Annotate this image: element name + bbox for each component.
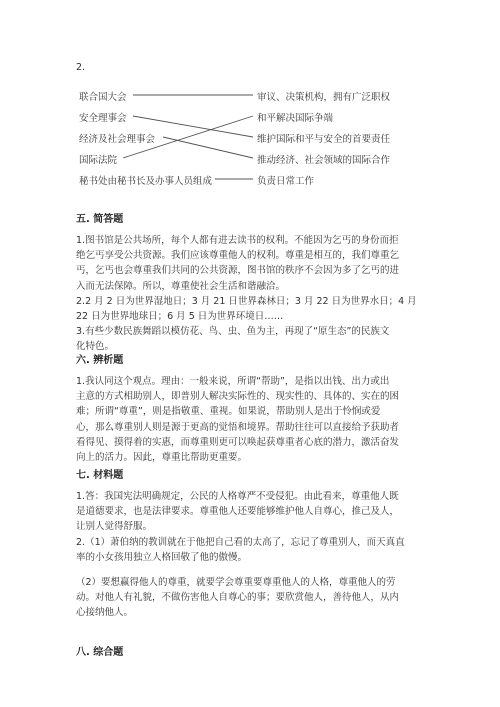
text-line: 1.答：我国宪法明确规定，公民的人格尊严不受侵犯。由此看来，尊重他人既 (76, 491, 399, 502)
text-line: （2）要想赢得他人的尊重，就要学会尊重要尊重他人的人格，尊重他人的劳 (76, 577, 396, 588)
section-title-material: 七. 材料题 (76, 470, 124, 481)
text-line: 是道德要求，也是法律要求。尊重他人还要能够维护他人自尊心，推己及人， (76, 506, 400, 518)
left-item-secretariat: 秘书处由秘书长及办事人员组成 (79, 176, 213, 187)
text-line: 难；所谓“尊重”，则是指敬重、重视。如果说，帮助别人是出于怜悯或爱 (76, 406, 381, 418)
text-line: 3.有些少数民族舞蹈以模仿花、鸟、虫、鱼为主，再现了“原生态”的民族文 (76, 326, 390, 338)
text-line: 化特色。 (76, 341, 115, 353)
left-item-ecosoc: 经济及社会理事会 (79, 134, 156, 145)
text-line: 1.图书馆是公共场所，每个人都有进去读书的权利。不能因为乞丐的身份而拒 (76, 235, 399, 246)
section-title-analysis: 六. 辨析题 (76, 355, 124, 366)
text-line: 2.2 月 2 日为世界湿地日；3 月 21 日世界森林日；3 月 22 日为世界水日；4 月 (76, 295, 417, 307)
text-line: 22 日为世界地球日；6 月 5 日为世界环境日…… (76, 311, 284, 323)
match-line-4 (123, 116, 253, 158)
text-line: 心接纳他人。 (76, 607, 134, 619)
text-line: 2.（1）萧伯纳的教训就在于他把自己看的太高了，忘记了尊重别人，而天真直 (76, 536, 405, 548)
text-line: 看得见、摸得着的实惠，而尊重则更可以唤起获尊重者心底的潜力，激活奋发 (76, 436, 400, 448)
text-line: 率的小女孩用独立人格回敬了他的傲慢。 (76, 551, 248, 563)
question-number: 2. (76, 62, 86, 73)
text-line: 让别人觉得舒服。 (76, 521, 153, 533)
match-line-2 (133, 116, 253, 137)
section7-content-b (76, 575, 428, 621)
right-item-daily-work: 负责日常工作 (257, 176, 315, 187)
section-title-comprehensive: 八. 综合题 (76, 647, 124, 658)
left-item-security-council: 安全理事会 (79, 113, 127, 124)
right-item-peace: 维护国际和平与安全的首要责任 (257, 134, 391, 145)
left-item-general-assembly: 联合国大会 (79, 92, 127, 103)
text-line: 绝乞丐享受公共资源。我们应该尊重他人的权利。尊重是相互的，我们尊重乞 (76, 250, 400, 262)
text-line: 1.我认同这个观点。理由：一般来说，所谓“帮助”，是指以出钱、出力或出 (76, 376, 390, 387)
section6-content (76, 374, 428, 465)
section5-content (76, 233, 428, 355)
left-item-court: 国际法院 (79, 155, 118, 166)
right-item-deliberation: 审议、决策机构，拥有广泛职权 (257, 92, 391, 103)
match-line-3 (163, 137, 253, 158)
text-line: 向上的活力。因此，尊重比帮助更重要。 (76, 452, 248, 464)
text-line: 主意的方式相助别人，即普别人解决实际性的、现实性的、具体的、实在的困 (76, 391, 400, 403)
right-item-cooperation: 推动经济、社会领域的国际合作 (257, 155, 391, 166)
text-line: 入而无法保障。所以，尊重使社会生活和谐融洽。 (76, 280, 286, 292)
right-item-dispute: 和平解决国际争端 (257, 113, 334, 124)
text-line: 丐，乞丐也会尊重我们共同的公共资源，图书馆的秩序不会因为多了乞丐的进 (76, 265, 400, 277)
text-line: 心，那么尊重别人则是源于更高的觉悟和境界。帮助往往可以直接给予获助者 (76, 421, 400, 433)
text-line: 动。对他人有礼貌，不做伤害他人自尊心的事；要欣赏他人，善待他人，从内 (76, 592, 400, 604)
section-title-short-answer: 五. 简答题 (76, 214, 124, 225)
section7-content-a (76, 489, 428, 565)
